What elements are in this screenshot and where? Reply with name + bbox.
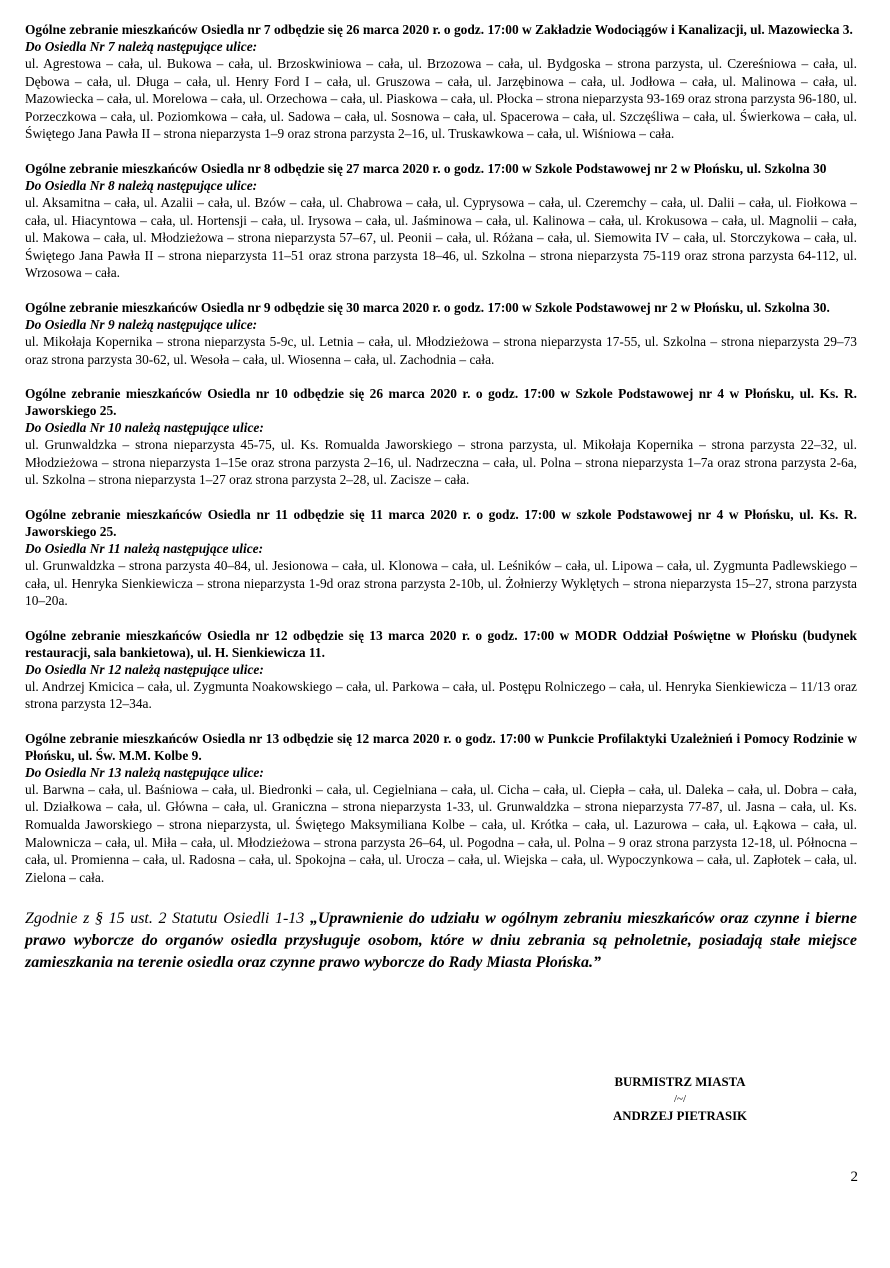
section-streets: ul. Andrzej Kmicica – cała, ul. Zygmunta Noakowskiego – cała, ul. Parkowa – cała, ul. Postępu Rolniczego – cała, ul. Henryka Sienkiewicza – 11/13 oraz strona parzysta 12–34a. xyxy=(25,678,857,712)
section-title: Ogólne zebranie mieszkańców Osiedla nr 7 odbędzie się 26 marca 2020 r. o godz. 17:00 w Zakładzie Wodociągów i Kanalizacji, ul. Mazowiecka 3. xyxy=(25,22,853,37)
section-subtitle: Do Osiedla Nr 13 należą następujące ulice: xyxy=(25,764,264,780)
section-osiedle-12 xyxy=(25,627,857,713)
section-streets: ul. Mikołaja Kopernika – strona nieparzysta 5-9c, ul. Letnia – cała, ul. Młodzieżowa – strona nieparzysta 17-55, ul. Szkolna – strona nieparzysta 29–73 oraz strona parzysta 30-62, ul. Wesoła – cała, ul. Wiosenna – cała, ul. Zachodnia – cała. xyxy=(25,333,857,367)
section-osiedle-9 xyxy=(25,299,857,368)
section-streets: ul. Barwna – cała, ul. Baśniowa – cała, ul. Biedronki – cała, ul. Cegielniana – cała, ul. Cicha – cała, ul. Ciepła – cała, ul. Daleka – cała, ul. Dobra – cała, ul. Działkowa – cała, ul. Główna – cała, ul. Graniczna – strona nieparzysta 1-33, ul. Grunwaldzka – strona nieparzysta 77-87, ul. Jasna – cała, ul. Ks. Romualda Jaworskiego – strona nieparzysta, ul. Świętego Maksymiliana Kolbe – cała, ul. Krótka – cała, ul. Lazurowa – cała, ul. Łąkowa – cała, ul. Malownicza – cała, ul. Miła – cała, ul. Młodzieżowa – strona parzysta 26–64, ul. Pogodna – cała, ul. Polna – 9 oraz strona parzysta 12-18, ul. Północna – cała, ul. Promienna – cała, ul. Radosna – cała, ul. Spokojna – cała, ul. Urocza – cała, ul. Wiejska – cała, ul. Wypoczynkowa – cała, ul. Zapłotek – cała, ul. Zielona – cała. xyxy=(25,781,857,885)
signature-block xyxy=(560,1073,800,1125)
section-osiedle-11 xyxy=(25,506,857,610)
section-subtitle: Do Osiedla Nr 11 należą następujące ulice: xyxy=(25,540,264,556)
statute-quote: „Uprawnienie do udziału w ogólnym zebraniu mieszkańców oraz czynne i bierne prawo wyborcze do organów osiedla przysługuje osobom, które w dniu zebrania są pełnoletnie, posiadają stałe miejsce zamieszkania na terenie osiedla oraz czynne prawo wyborcze do Rady Miasta Płońska.” xyxy=(25,910,858,972)
section-title: Ogólne zebranie mieszkańców Osiedla nr 13 odbędzie się 12 marca 2020 r. o godz. 17:00 w Punkcie Profilaktyki Uzależnień i Pomocy Rodzinie w Płońsku, ul. Św. M.M. Kolbe 9. xyxy=(25,730,857,763)
signature-mark: /~/ xyxy=(673,1093,687,1105)
section-streets: ul. Grunwaldzka – strona parzysta 40–84, ul. Jesionowa – cała, ul. Klonowa – cała, ul. Leśników – cała, ul. Lipowa – cała, ul. Zygmunta Padlewskiego – cała, ul. Henryka Sienkiewicza – strona nieparzysta 1-9d oraz strona parzysta 2-10b, ul. Żołnierzy Wyklętych – strona nieparzysta 15–27, strona parzysta 10–20a. xyxy=(25,557,857,609)
signature-role: BURMISTRZ MIASTA xyxy=(614,1075,746,1089)
section-title: Ogólne zebranie mieszkańców Osiedla nr 9 odbędzie się 30 marca 2020 r. o godz. 17:00 w Szkole Podstawowej nr 2 w Płońsku, ul. Szkolna 30. xyxy=(25,299,830,315)
section-subtitle: Do Osiedla Nr 7 należą następujące ulice: xyxy=(25,39,258,54)
section-osiedle-8 xyxy=(25,160,857,282)
section-streets: ul. Aksamitna – cała, ul. Azalii – cała, ul. Bzów – cała, ul. Chabrowa – cała, ul. Cyprysowa – cała, ul. Czeremchy – cała, ul. Dalii – cała, ul. Fiołkowa – cała, ul. Hiacyntowa – cała, ul. Hortensji – cała, ul. Irysowa – cała, ul. Jaśminowa – cała, ul. Kalinowa – cała, ul. Krokusowa – cała, ul. Magnolii – cała, ul. Makowa – cała, ul. Młodzieżowa – strona nieparzysta 57–67, ul. Peonii – cała, ul. Różana – cała, ul. Siemowita IV – cała, ul. Storczykowa – cała, ul. Świętego Jana Pawła II – strona nieparzysta 11–51 oraz strona parzysta 18–46, ul. Szkolna – strona nieparzysta 75-119 oraz strona parzysta 64-112, ul. Wrzosowa – cała. xyxy=(25,194,857,281)
section-subtitle: Do Osiedla Nr 8 należą następujące ulice: xyxy=(25,177,258,193)
section-title: Ogólne zebranie mieszkańców Osiedla nr 12 odbędzie się 13 marca 2020 r. o godz. 17:00 w MODR Oddział Poświętne w Płońsku (budynek restauracji, sala bankietowa), ul. H. Sienkiewicza 11. xyxy=(25,627,857,660)
section-osiedle-7 xyxy=(25,21,857,143)
section-title: Ogólne zebranie mieszkańców Osiedla nr 10 odbędzie się 26 marca 2020 r. o godz. 17:00 w Szkole Podstawowej nr 4 w Płońsku, ul. Ks. R. Jaworskiego 25. xyxy=(25,386,857,419)
section-streets: ul. Agrestowa – cała, ul. Bukowa – cała, ul. Brzoskwiniowa – cała, ul. Brzozowa – cała, ul. Bydgoska – strona parzysta, ul. Czereśniowa – cała, ul. Dębowa – cała, ul. Długa – cała, ul. Henry Ford I – cała, ul. Gruszowa – cała, ul. Jarzębinowa – cała, ul. Jodłowa – cała, ul. Malinowa – cała, ul. Mazowiecka – cała, ul. Morelowa – cała, ul. Orzechowa – cała, ul. Piaskowa – cała, ul. Płocka – strona nieparzysta 93-169 oraz strona parzysta 96-180, ul. Porzeczkowa – cała, ul. Poziomkowa – cała, ul. Sadowa – cała, ul. Sosnowa – cała, ul. Spacerowa – cała, ul. Szczęśliwa – cała, ul. Świerkowa – cała, ul. Świętego Jana Pawła II – strona nieparzysta 1–9 oraz strona parzysta 2–16, ul. Truskawkowa – cała, ul. Wiśniowa – cała. xyxy=(25,56,857,142)
section-osiedle-10 xyxy=(25,385,857,489)
statute-intro: Zgodnie z § 15 ust. 2 Statutu Osiedli 1-13 xyxy=(25,910,310,928)
signature-name: ANDRZEJ PIETRASIK xyxy=(612,1109,748,1123)
section-subtitle: Do Osiedla Nr 12 należą następujące ulice: xyxy=(25,661,264,677)
section-osiedle-13 xyxy=(25,730,857,887)
section-title: Ogólne zebranie mieszkańców Osiedla nr 8 odbędzie się 27 marca 2020 r. o godz. 17:00 w Szkole Podstawowej nr 2 w Płońsku, ul. Szkolna 30 xyxy=(25,160,827,176)
page-number: 2 xyxy=(850,1169,858,1185)
statute-paragraph xyxy=(25,908,857,974)
section-subtitle: Do Osiedla Nr 9 należą następujące ulice: xyxy=(25,316,258,332)
section-title: Ogólne zebranie mieszkańców Osiedla nr 11 odbędzie się 11 marca 2020 r. o godz. 17:00 w szkole Podstawowej nr 4 w Płońsku, ul. Ks. R. Jaworskiego 25. xyxy=(25,506,857,539)
section-subtitle: Do Osiedla Nr 10 należą następujące ulice: xyxy=(25,420,264,436)
section-streets: ul. Grunwaldzka – strona nieparzysta 45-75, ul. Ks. Romualda Jaworskiego – strona parzysta, ul. Mikołaja Kopernika – strona parzysta 22–32, ul. Młodzieżowa – strona nieparzysta 1–15e oraz strona parzysta 2–16, ul. Nadrzeczna – cała, ul. Polna – strona nieparzysta 1–7a oraz strona parzysta 2-6a, ul. Szkolna – strona nieparzysta 1–27 oraz strona parzysta 2–28, ul. Zacisze – cała. xyxy=(25,437,857,488)
document-content xyxy=(25,21,857,990)
